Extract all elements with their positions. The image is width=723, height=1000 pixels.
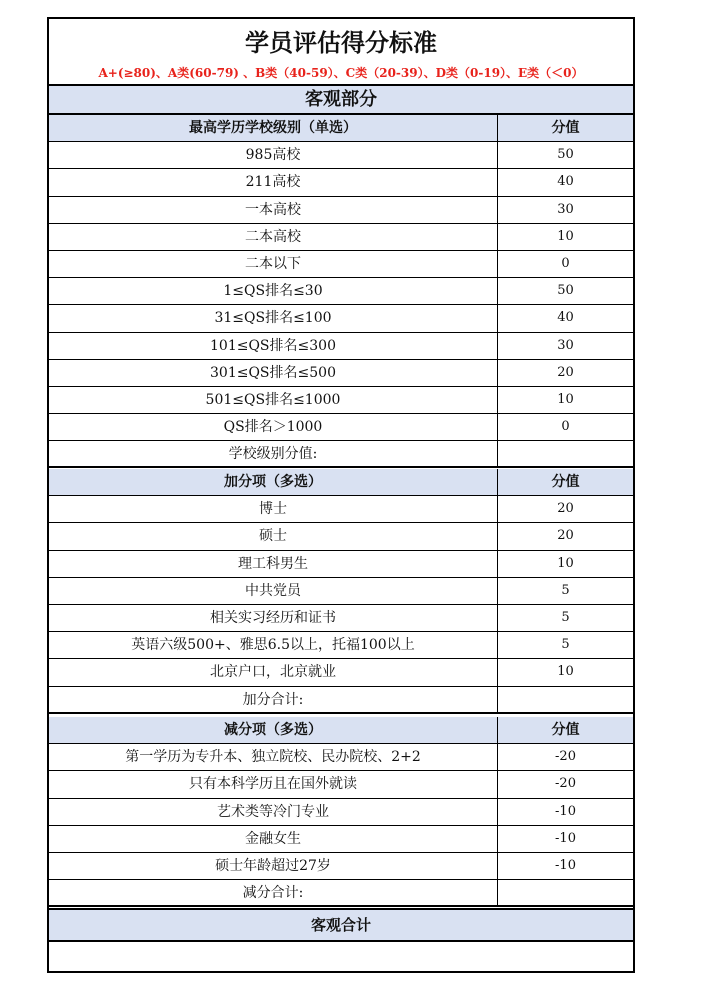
table-row-label: 英语六级500+、雅思6.5以上，托福100以上 xyxy=(49,632,498,658)
table-row xyxy=(49,142,633,169)
table-row xyxy=(49,333,633,360)
table-row xyxy=(49,799,633,826)
table-row-score: 50 xyxy=(557,147,574,163)
table-row-score: 20 xyxy=(557,528,574,544)
bonus-header-row xyxy=(49,469,633,496)
table-row xyxy=(49,632,633,659)
table-row-label: 第一学历为专升本、独立院校、民办院校、2+2 xyxy=(49,744,498,770)
table-row-label: 相关实习经历和证书 xyxy=(49,605,498,631)
table-row-score xyxy=(498,687,633,712)
table-row-label: 一本高校 xyxy=(49,197,498,223)
table-row-label: 二本以下 xyxy=(49,251,498,277)
table-row-score: -10 xyxy=(555,857,576,873)
table-row xyxy=(49,659,633,686)
objective-total-value-cell xyxy=(49,942,633,971)
bonus-header-row-score: 分值 xyxy=(551,474,580,490)
table-row-score: 40 xyxy=(557,174,574,190)
table-row-score: 10 xyxy=(557,664,574,680)
education-header-row-score: 分值 xyxy=(551,120,580,136)
table-row xyxy=(49,771,633,798)
table-row-label: 1≤QS排名≤30 xyxy=(49,278,498,304)
table-row-score: 5 xyxy=(561,609,570,625)
table-row xyxy=(49,360,633,387)
table-row xyxy=(49,826,633,853)
table-row xyxy=(49,551,633,578)
table-row xyxy=(49,687,633,714)
table-row-score: -20 xyxy=(555,749,576,765)
table-row xyxy=(49,880,633,907)
table-row xyxy=(49,496,633,523)
table-row-score: 30 xyxy=(557,337,574,353)
table-row xyxy=(49,197,633,224)
table-row xyxy=(49,278,633,305)
table-row xyxy=(49,578,633,605)
table-row xyxy=(49,414,633,441)
deduction-header-row-score: 分值 xyxy=(551,722,580,738)
table-row-label: 硕士 xyxy=(49,523,498,549)
table-row-score xyxy=(498,441,633,466)
table-row xyxy=(49,523,633,550)
sheet-title: 学员评估得分标准 xyxy=(245,29,437,57)
table-row-score: 0 xyxy=(561,255,570,271)
table-row-score: 10 xyxy=(557,555,574,571)
table-row-label: 985高校 xyxy=(49,142,498,168)
table-row-score: 0 xyxy=(561,419,570,435)
objective-total-header: 客观合计 xyxy=(49,908,633,942)
bonus-table xyxy=(49,469,633,714)
table-row-label: 硕士年龄超过27岁 xyxy=(49,853,498,879)
table-row-label: 学校级别分值: xyxy=(49,441,498,466)
table-row-label: QS排名＞1000 xyxy=(49,414,498,440)
table-row-score: 10 xyxy=(557,391,574,407)
table-row-score xyxy=(498,880,633,905)
education-header-row-label: 最高学历学校级别（单选） xyxy=(49,115,498,141)
table-row xyxy=(49,387,633,414)
table-row-label: 加分合计: xyxy=(49,687,498,712)
table-row-label: 理工科男生 xyxy=(49,551,498,577)
objective-section-header: 客观部分 xyxy=(49,84,633,115)
education-header-row xyxy=(49,115,633,142)
table-row xyxy=(49,224,633,251)
table-row-score: 20 xyxy=(557,364,574,380)
table-row-label: 中共党员 xyxy=(49,578,498,604)
table-row-label: 211高校 xyxy=(49,169,498,195)
table-row xyxy=(49,305,633,332)
table-row-score: 5 xyxy=(561,582,570,598)
table-row xyxy=(49,251,633,278)
table-row xyxy=(49,605,633,632)
deduction-table xyxy=(49,717,633,907)
table-row-score: -20 xyxy=(555,776,576,792)
table-row-label: 301≤QS排名≤500 xyxy=(49,360,498,386)
table-row-score: 10 xyxy=(557,228,574,244)
bonus-header-row-label: 加分项（多选） xyxy=(49,469,498,495)
table-row-label: 金融女生 xyxy=(49,826,498,852)
table-row-label: 101≤QS排名≤300 xyxy=(49,333,498,359)
table-row-label: 北京户口，北京就业 xyxy=(49,659,498,685)
table-row xyxy=(49,744,633,771)
table-row-label: 博士 xyxy=(49,496,498,522)
table-row xyxy=(49,169,633,196)
table-row-score: 50 xyxy=(557,283,574,299)
deduction-header-row xyxy=(49,717,633,744)
table-row-score: 30 xyxy=(557,201,574,217)
table-row-label: 艺术类等冷门专业 xyxy=(49,799,498,825)
table-row-label: 只有本科学历且在国外就读 xyxy=(49,771,498,797)
table-row-label: 减分合计: xyxy=(49,880,498,905)
table-row xyxy=(49,853,633,880)
table-row xyxy=(49,441,633,468)
table-row-score: 5 xyxy=(561,637,570,653)
score-sheet xyxy=(47,17,635,973)
table-row-label: 二本高校 xyxy=(49,224,498,250)
table-row-label: 501≤QS排名≤1000 xyxy=(49,387,498,413)
table-row-score: 20 xyxy=(557,501,574,517)
table-row-label: 31≤QS排名≤100 xyxy=(49,305,498,331)
education-table xyxy=(49,115,633,468)
grade-legend: A+(≥80)、A类(60-79) 、B类（40-59）、C类（20-39）、D类（0-19）、E类（＜0） xyxy=(98,66,584,80)
table-row-score: 40 xyxy=(557,310,574,326)
deduction-header-row-label: 减分项（多选） xyxy=(49,717,498,743)
table-row-score: -10 xyxy=(555,830,576,846)
table-row-score: -10 xyxy=(555,803,576,819)
